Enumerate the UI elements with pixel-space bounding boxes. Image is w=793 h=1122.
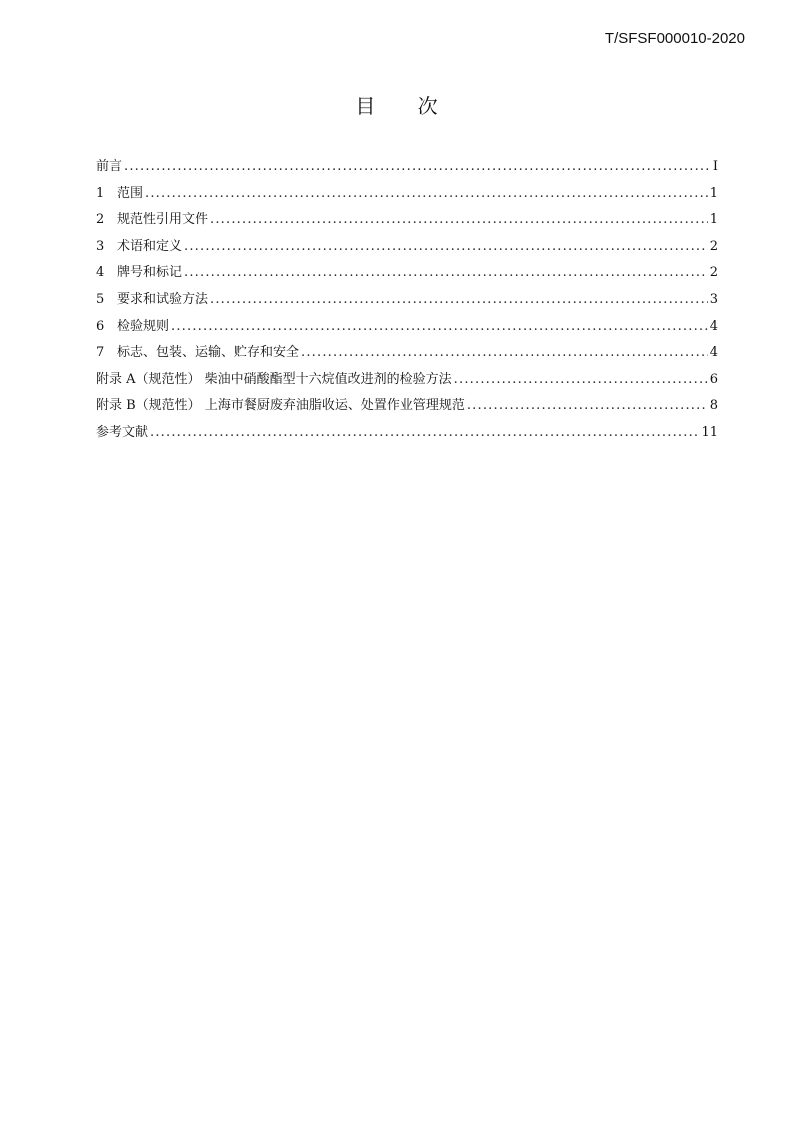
toc-page-number: 6	[709, 371, 718, 387]
toc-entry-annex-a[interactable]	[96, 371, 718, 398]
toc-page-number: 11	[701, 424, 718, 440]
toc-entry-requirements-test-methods[interactable]	[96, 291, 718, 318]
toc-dot-leader	[210, 291, 708, 309]
toc-page-number: 2	[709, 238, 718, 254]
toc-entry-number: 3	[96, 238, 105, 254]
toc-entry-normative-references[interactable]	[96, 211, 718, 238]
toc-dot-leader	[184, 238, 708, 256]
toc-dot-leader	[467, 397, 708, 415]
toc-entry-grades-marking[interactable]	[96, 264, 718, 291]
toc-page-number: 8	[709, 398, 718, 414]
toc-dot-leader	[210, 211, 708, 229]
toc-entry-foreword[interactable]	[96, 158, 718, 185]
toc-dot-leader	[301, 344, 708, 362]
toc-entry-label: 规范性引用文件	[117, 212, 209, 228]
toc-entry-scope[interactable]	[96, 185, 718, 212]
toc-page-number: 4	[709, 318, 718, 334]
toc-entry-inspection-rules[interactable]	[96, 318, 718, 345]
toc-entry-label: 附录 A（规范性） 柴油中硝酸酯型十六烷值改进剂的检验方法	[96, 371, 452, 387]
toc-entry-number: 2	[96, 212, 105, 228]
toc-entry-label: 附录 B（规范性） 上海市餐厨废弃油脂收运、处置作业管理规范	[96, 398, 465, 414]
toc-entry-number: 1	[96, 185, 105, 201]
toc-entry-label: 术语和定义	[117, 238, 183, 254]
toc-entry-number: 4	[96, 265, 105, 281]
toc-entry-label: 前言	[96, 159, 123, 174]
toc-entry-number: 5	[96, 291, 105, 307]
toc-dot-leader	[145, 185, 708, 203]
page-title: 目 次	[355, 94, 456, 118]
toc-entry-label: 牌号和标记	[117, 265, 183, 281]
toc-dot-leader	[454, 371, 708, 389]
toc-page-number: 2	[709, 265, 718, 281]
toc-entry-label: 要求和试验方法	[117, 291, 209, 307]
toc-dot-leader	[171, 318, 708, 336]
toc-entry-label: 标志、包装、运输、贮存和安全	[117, 345, 300, 361]
toc-entry-annex-b[interactable]	[96, 397, 718, 424]
toc-page-number: 3	[709, 291, 718, 307]
toc-entry-bibliography[interactable]	[96, 424, 718, 451]
toc-page-number: 1	[709, 212, 718, 228]
toc-entry-label: 范围	[117, 185, 144, 201]
toc-entry-terms-definitions[interactable]	[96, 238, 718, 265]
toc-entry-number: 6	[96, 318, 105, 334]
toc-entry-label: 检验规则	[117, 318, 170, 334]
toc-dot-leader	[124, 158, 710, 176]
toc-page-number: 4	[709, 345, 718, 361]
toc-page-number: 1	[709, 185, 718, 201]
toc-entry-marking-packaging-safety[interactable]	[96, 344, 718, 371]
toc-dot-leader	[150, 424, 699, 442]
toc-entry-label: 参考文献	[96, 424, 149, 440]
toc-page-number: I	[712, 159, 718, 174]
toc-entry-number: 7	[96, 345, 105, 361]
document-code: T/SFSF000010-2020	[604, 30, 745, 47]
table-of-contents	[96, 158, 718, 451]
toc-dot-leader	[184, 264, 708, 282]
